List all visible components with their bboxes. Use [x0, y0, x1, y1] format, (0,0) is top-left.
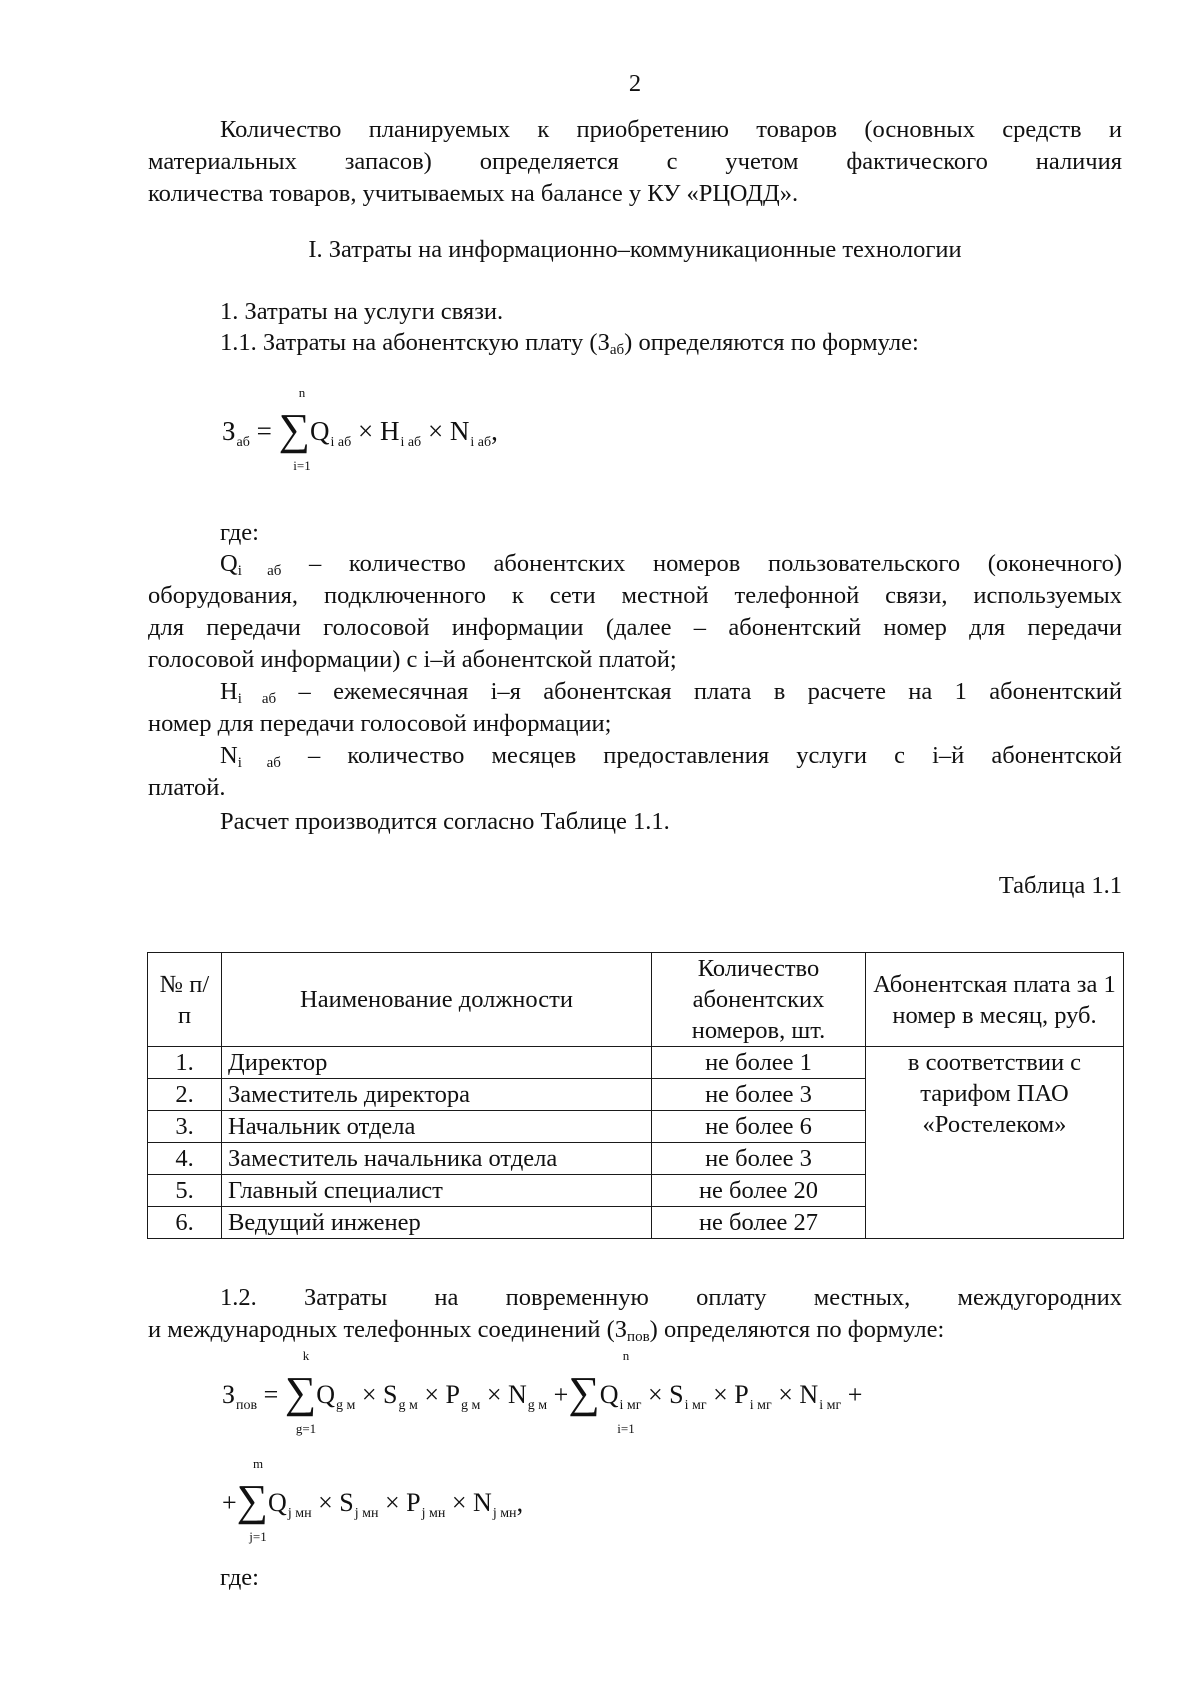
formula-2-lhs: З [222, 1380, 236, 1409]
formula-2-j-p-subscript: j мн [421, 1506, 446, 1521]
formula-2-j-q-subscript: j мн [287, 1506, 312, 1521]
definition-q-text-1: – количество абонентских номеров пользовательского (оконечного) [281, 550, 1122, 577]
definition-q-symbol: Q [220, 550, 238, 577]
formula-2-i-p: P [734, 1380, 749, 1409]
definition-h-text-1: – ежемесячная i–я абонентская плата в расчете на 1 абонентский [276, 678, 1122, 705]
formula-2-times: × [361, 1380, 377, 1409]
formula-2-sum-3-lower: j=1 [249, 1529, 267, 1544]
formula-1-sum-lower: i=1 [293, 458, 311, 473]
formula-1-h-subscript: i аб [400, 435, 422, 450]
formula-2-sigma-1: ∑ [284, 1368, 317, 1417]
table-header-row [148, 953, 1124, 1047]
formula-1-sigma: ∑ [278, 405, 310, 454]
row-number: 5. [148, 1175, 222, 1207]
formula-2-g-s: S [383, 1380, 398, 1409]
table-row [148, 1047, 1124, 1079]
formula-2-g-p-subscript: g м [460, 1398, 481, 1413]
formula-2-times: × [713, 1380, 728, 1409]
formula-2-j-p: P [406, 1488, 421, 1517]
table-1-1 [147, 952, 1124, 1239]
formula-2-equals: = [263, 1380, 279, 1409]
intro-line-3: количества товаров, учитываемых на балансе у КУ «РЦОДД». [148, 180, 799, 207]
definition-n-line-2: платой. [148, 774, 226, 801]
definition-q-line-2: оборудования, подключенного к сети местной телефонной связи, используемых [148, 582, 1122, 609]
row-position: Начальник отдела [222, 1111, 652, 1143]
row-position: Главный специалист [222, 1175, 652, 1207]
header-position: Наименование должности [222, 953, 652, 1047]
formula-1-q: Q [309, 416, 330, 446]
formula-2-i-s: S [669, 1380, 684, 1409]
definition-h-line-1 [148, 676, 1122, 708]
formula-2-times: × [318, 1488, 333, 1517]
formula-2-g-n-subscript: g м [527, 1398, 548, 1413]
section-heading: I. Затраты на информационно–коммуникационные технологии [308, 236, 962, 263]
formula-2-times: × [384, 1488, 400, 1517]
item-1-2-text-before: и международных телефонных соединений (З [148, 1316, 628, 1343]
item-1-2-subscript: пов [627, 1329, 650, 1345]
formula-2-j-s: S [339, 1488, 354, 1517]
row-number: 6. [148, 1207, 222, 1239]
definition-h-subscript: i аб [237, 691, 277, 707]
where-label-2: где: [220, 1564, 259, 1591]
formula-2-sigma-2: ∑ [568, 1368, 600, 1417]
formula-2-times: × [424, 1380, 439, 1409]
formula-1 [222, 405, 498, 454]
formula-2-j-n-subscript: j мн [492, 1506, 517, 1521]
formula-2-i-q: Q [599, 1380, 619, 1409]
item-1-2-paragraph [148, 1282, 1122, 1346]
formula-1-n: N [449, 416, 470, 446]
formula-1-lhs: З [222, 416, 236, 446]
formula-2-j-q: Q [268, 1488, 287, 1517]
formula-2-g-n: N [508, 1380, 527, 1409]
item-1-1-subscript: аб [609, 342, 625, 358]
definition-q-line-1 [148, 548, 1122, 580]
item-1-2-line-2 [148, 1314, 1122, 1346]
formula-2-sum-1-lower: g=1 [295, 1421, 317, 1436]
formula-2-end: , [516, 1488, 524, 1517]
definition-n [148, 740, 1122, 804]
definition-h [148, 676, 1122, 740]
table-caption: Таблица 1.1 [998, 872, 1122, 899]
formula-2-times: × [451, 1488, 467, 1517]
item-1-2-text-after: ) определяются по формуле: [649, 1316, 945, 1343]
formula-1-end: , [491, 416, 498, 446]
row-position: Заместитель директора [222, 1079, 652, 1111]
formula-2-times: × [647, 1380, 663, 1409]
formula-2-g-q-subscript: g м [335, 1398, 356, 1413]
formula-1-equals: = [256, 416, 272, 446]
formula-2-times: × [486, 1380, 502, 1409]
formula-2-times: × [778, 1380, 793, 1409]
row-position: Ведущий инженер [222, 1207, 652, 1239]
formula-2-sigma-3: ∑ [236, 1476, 269, 1525]
definition-h-symbol: H [220, 678, 238, 705]
formula-2-plus-start: + [222, 1488, 237, 1517]
row-number: 1. [148, 1047, 222, 1079]
formula-2-g-s-subscript: g м [398, 1398, 418, 1413]
row-number: 3. [148, 1111, 222, 1143]
header-number: № п/п [148, 953, 222, 1047]
formula-1-times-2: × [427, 416, 444, 446]
formula-1-lhs-subscript: аб [236, 435, 250, 450]
formula-2-i-n: N [799, 1380, 819, 1409]
formula-2-j-s-subscript: j мн [354, 1506, 379, 1521]
definition-h-line-2: номер для передачи голосовой информации; [148, 710, 612, 737]
definition-q [148, 548, 1122, 676]
row-position: Заместитель начальника отдела [222, 1143, 652, 1175]
formula-1-times-1: × [357, 416, 374, 446]
definition-n-symbol: N [220, 742, 238, 769]
item-1-1-text-before: 1.1. Затраты на абонентскую плату (З [220, 329, 610, 356]
formula-2-sum-1-upper: k [302, 1348, 310, 1363]
formula-2-g-q: Q [316, 1380, 335, 1409]
definition-n-line-1 [148, 740, 1122, 772]
item-1-1-text-after: ) определяются по формуле: [624, 329, 919, 356]
formula-2-plus: + [553, 1380, 569, 1409]
formula-2-g-p: P [445, 1380, 460, 1409]
row-number: 4. [148, 1143, 222, 1175]
row-count: не более 27 [652, 1207, 866, 1239]
where-label-1: где: [220, 519, 259, 546]
formula-2-line-1 [222, 1368, 863, 1417]
formula-1-n-subscript: i аб [470, 435, 492, 450]
definition-q-subscript: i аб [237, 563, 282, 579]
row-count: не более 3 [652, 1079, 866, 1111]
formula-2-i-p-subscript: i мг [749, 1398, 772, 1413]
formula-2-lhs-subscript: пов [236, 1398, 258, 1413]
definition-q-line-3: для передачи голосовой информации (далее – абонентский номер для передачи [148, 614, 1122, 641]
row-count: не более 20 [652, 1175, 866, 1207]
item-1-heading: 1. Затраты на услуги связи. [220, 298, 504, 325]
definition-q-line-4: голосовой информации) с i–й абонентской платой; [148, 646, 677, 673]
intro-line-2: материальных запасов) определяется с учетом фактического наличия [148, 148, 1122, 175]
formula-1-h: H [379, 416, 400, 446]
fee-merged-cell: в соответствии с тарифом ПАО «Ростелеком» [866, 1047, 1124, 1239]
definition-n-text-1: – количество месяцев предоставления услуги с i–й абонентской [280, 742, 1122, 769]
intro-paragraph [148, 114, 1122, 210]
calculation-note: Расчет производится согласно Таблице 1.1. [220, 808, 670, 835]
formula-2-sum-2-lower: i=1 [617, 1421, 635, 1436]
row-count: не более 1 [652, 1047, 866, 1079]
row-count: не более 3 [652, 1143, 866, 1175]
header-fee: Абонентская плата за 1 номер в месяц, руб. [866, 953, 1124, 1047]
row-position: Директор [222, 1047, 652, 1079]
formula-2-i-n-subscript: i мг [819, 1398, 842, 1413]
formula-1-q-subscript: i аб [330, 435, 352, 450]
formula-2-i-q-subscript: i мг [619, 1398, 642, 1413]
definition-n-subscript: i аб [237, 755, 281, 771]
intro-line-1: Количество планируемых к приобретению товаров (основных средств и [220, 116, 1122, 143]
page-number: 2 [628, 70, 642, 97]
header-count: Количество абонентских номеров, шт. [652, 953, 866, 1047]
row-count: не более 6 [652, 1111, 866, 1143]
formula-2-sum-3-upper: m [252, 1456, 264, 1471]
formula-1-sum-upper: n [298, 385, 306, 400]
item-1-1-heading [148, 327, 1122, 359]
formula-2-j-n: N [473, 1488, 492, 1517]
formula-2-line-2 [222, 1476, 524, 1525]
formula-2-plus-end: + [847, 1380, 863, 1409]
formula-2-i-s-subscript: i мг [684, 1398, 707, 1413]
item-1-2-line-1: 1.2. Затраты на повременную оплату местных, междугородних [220, 1284, 1122, 1311]
formula-2-sum-2-upper: n [622, 1348, 630, 1363]
row-number: 2. [148, 1079, 222, 1111]
